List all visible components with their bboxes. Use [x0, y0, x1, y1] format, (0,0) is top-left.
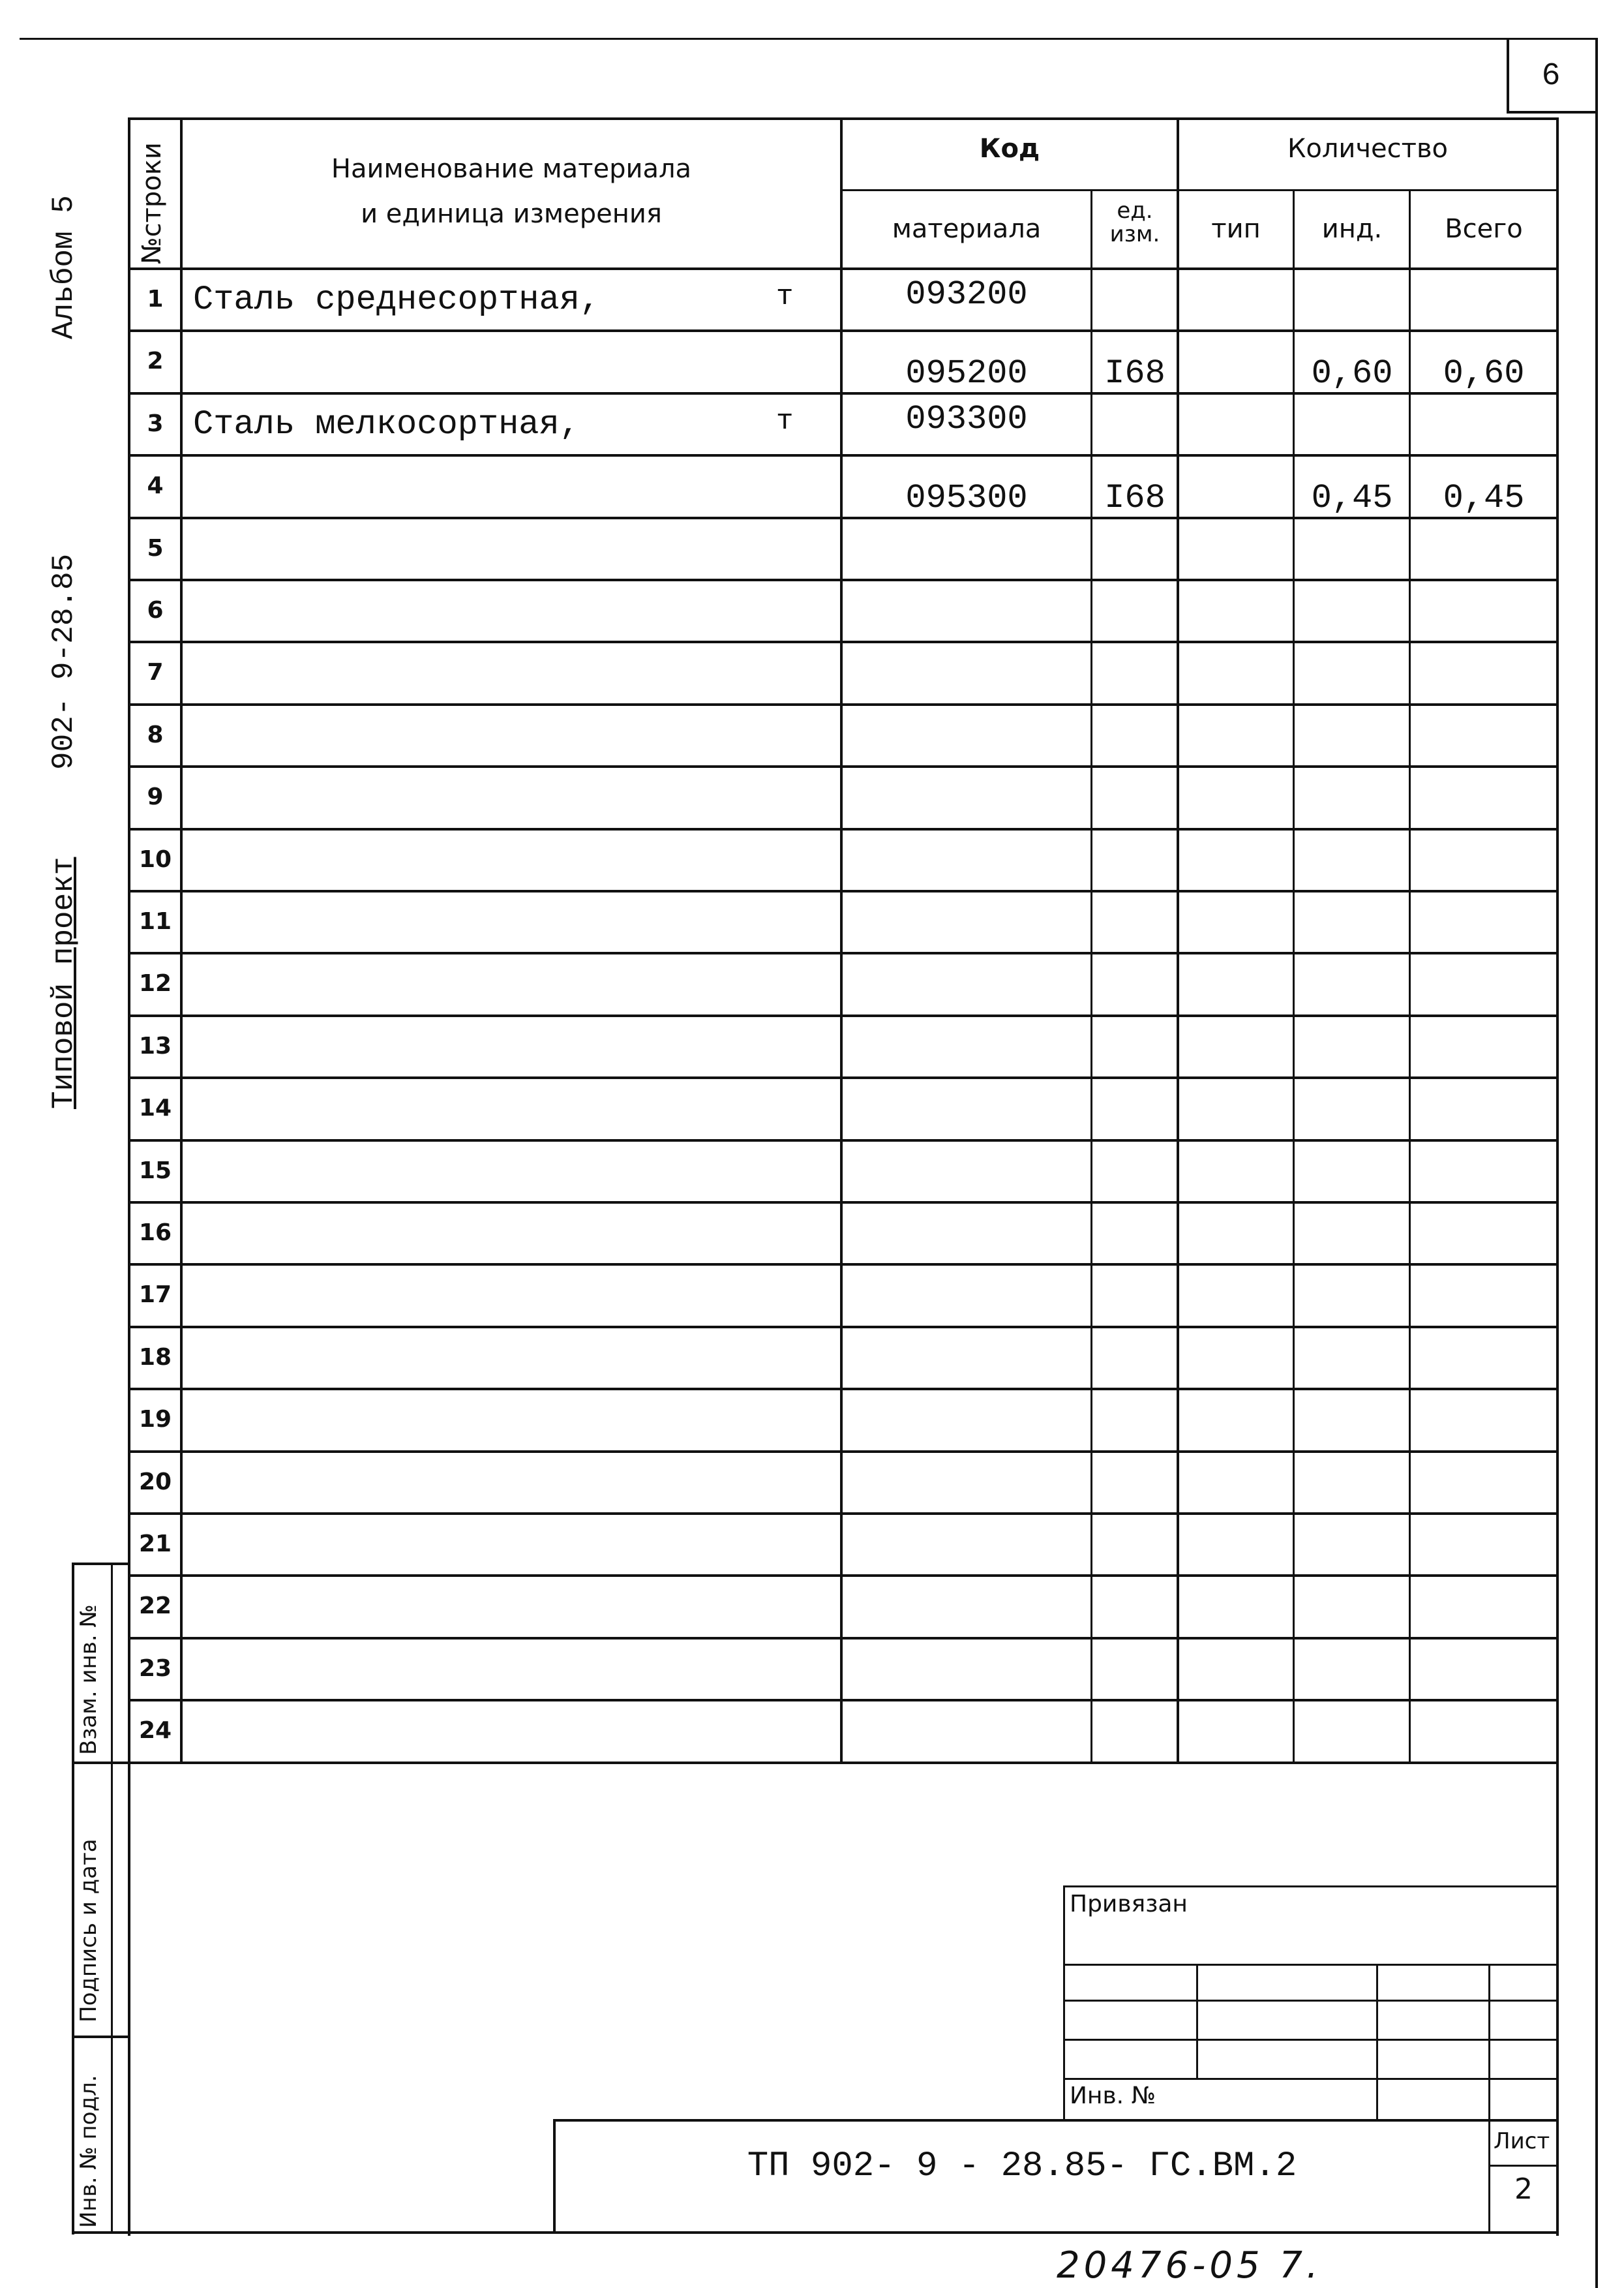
row-line — [128, 952, 1559, 954]
header-ind: инд. — [1321, 214, 1383, 244]
album-label: Альбом 5 — [47, 195, 81, 339]
row-line — [128, 1076, 1559, 1079]
row-number: 11 — [138, 908, 172, 935]
stamp-outer-left — [72, 1563, 74, 2235]
header-row-no: №строки — [137, 142, 167, 264]
table-top-border — [128, 117, 1559, 120]
top-border — [20, 38, 1598, 40]
row-number: 18 — [138, 1344, 172, 1371]
sheet-value: 2 — [1514, 2173, 1533, 2206]
header-type: тип — [1211, 214, 1261, 244]
tb-top-line — [1063, 1885, 1559, 1887]
project-code-label: 902- 9-28.85 — [47, 553, 81, 770]
header-code: Код — [979, 134, 1040, 164]
sheet-number: 6 — [1541, 59, 1561, 94]
cell-unit-letter: т — [776, 405, 794, 438]
row-number: 22 — [138, 1593, 172, 1619]
designation-top-line — [553, 2119, 1559, 2122]
page-bottom-border — [128, 2231, 1559, 2234]
row-number: 17 — [138, 1281, 172, 1308]
row-line — [128, 1201, 1559, 1204]
row-line — [128, 1014, 1559, 1017]
row-number: 9 — [147, 784, 164, 810]
cell-code: 095200 — [905, 354, 1028, 393]
row-number: 24 — [138, 1717, 172, 1744]
document-designation: ТП 902- 9 - 28.85- ГС.ВМ.2 — [747, 2146, 1297, 2186]
col-line-material — [1090, 189, 1092, 1763]
row-line — [128, 828, 1559, 831]
row-line — [128, 579, 1559, 581]
row-line — [128, 1574, 1559, 1577]
row-number: 3 — [147, 410, 164, 437]
project-type-label: Типовой проект — [47, 857, 81, 1109]
row-line — [128, 641, 1559, 643]
row-number: 8 — [147, 722, 164, 748]
cell-ind: 0,60 — [1311, 354, 1393, 393]
stamp-top — [72, 1563, 129, 1565]
cell-material-name: Сталь среднесортная, — [193, 281, 601, 319]
cell-unit-letter: т — [776, 281, 794, 313]
header-mid-line — [841, 189, 1559, 191]
row-line — [128, 765, 1559, 768]
header-unit: ед. изм. — [1109, 198, 1160, 247]
footer-handwritten-number: 20476-05 7. — [1057, 2244, 1322, 2287]
tb-left-line — [1063, 1885, 1065, 2120]
tb-line-5 — [1063, 2078, 1559, 2080]
header-name-line1: Наименование материала — [331, 154, 692, 184]
row-number: 21 — [138, 1531, 172, 1557]
row-number: 19 — [138, 1406, 172, 1433]
row-number: 15 — [138, 1157, 172, 1184]
row-line — [128, 1326, 1559, 1328]
table-right-border — [1556, 117, 1559, 2236]
header-material: материала — [892, 214, 1042, 244]
row-number: 1 — [147, 286, 164, 313]
cell-ind: 0,45 — [1311, 479, 1393, 517]
row-line — [128, 1263, 1559, 1266]
cell-code: 093300 — [905, 400, 1028, 438]
cell-unit: I68 — [1104, 354, 1165, 393]
sheet-label: Лист — [1494, 2128, 1550, 2154]
row-line — [128, 1388, 1559, 1390]
podpis-data-label: Подпись и дата — [76, 1838, 102, 2022]
cell-total: 0,60 — [1443, 354, 1525, 393]
row-line — [128, 1762, 1559, 1764]
col-line-unit — [1177, 117, 1179, 1763]
row-number: 10 — [138, 846, 172, 873]
row-number: 14 — [138, 1095, 172, 1121]
row-line — [128, 329, 1559, 332]
stamp-div-2 — [72, 2036, 129, 2038]
tb-line-3 — [1063, 2000, 1559, 2002]
header-name-line2: и единица измерения — [361, 199, 662, 229]
row-number: 4 — [147, 472, 164, 499]
cell-code: 093200 — [905, 275, 1028, 314]
header-bottom-line — [128, 267, 1559, 270]
row-line — [128, 1637, 1559, 1640]
row-line — [128, 890, 1559, 892]
cell-code: 095300 — [905, 479, 1028, 517]
privyazan-label: Привязан — [1070, 1891, 1188, 1917]
row-number: 20 — [138, 1469, 172, 1495]
tb-line-2 — [1063, 1964, 1559, 1966]
right-border — [1595, 38, 1598, 2288]
inv-no-label: Инв. № — [1070, 2082, 1156, 2109]
row-line — [128, 1450, 1559, 1453]
tb-col-2 — [1376, 1964, 1378, 2120]
sheet-label-divider — [1488, 2165, 1559, 2167]
cell-unit: I68 — [1104, 479, 1165, 517]
cell-material-name: Сталь мелкосортная, — [193, 405, 580, 444]
row-number: 23 — [138, 1655, 172, 1682]
row-number: 6 — [147, 597, 164, 624]
sheet-box-bottom — [1507, 111, 1598, 114]
row-number: 16 — [138, 1219, 172, 1246]
row-line — [128, 454, 1559, 457]
stamp-bottom — [72, 2231, 129, 2234]
stamp-div-1 — [72, 1762, 129, 1764]
inv-podl-label: Инв. № подл. — [76, 2075, 102, 2228]
tb-line-4 — [1063, 2039, 1559, 2041]
row-number: 7 — [147, 659, 164, 686]
row-line — [128, 1699, 1559, 1701]
vzam-inv-label: Взам. инв. № — [76, 1604, 102, 1755]
col-line-type — [1293, 189, 1295, 1763]
row-number: 13 — [138, 1033, 172, 1060]
header-total: Всего — [1445, 214, 1523, 244]
row-number: 5 — [147, 535, 164, 562]
row-number: 12 — [138, 970, 172, 997]
row-number: 2 — [147, 348, 164, 374]
tb-col-3 — [1488, 1964, 1490, 2231]
row-line — [128, 1512, 1559, 1515]
tb-col-1 — [1196, 1964, 1198, 2080]
row-line — [128, 703, 1559, 706]
row-line — [128, 1139, 1559, 1142]
col-line-ind — [1409, 189, 1411, 1763]
stamp-inner-line — [111, 1563, 113, 2233]
cell-total: 0,45 — [1443, 479, 1525, 517]
header-quantity: Количество — [1287, 134, 1448, 164]
